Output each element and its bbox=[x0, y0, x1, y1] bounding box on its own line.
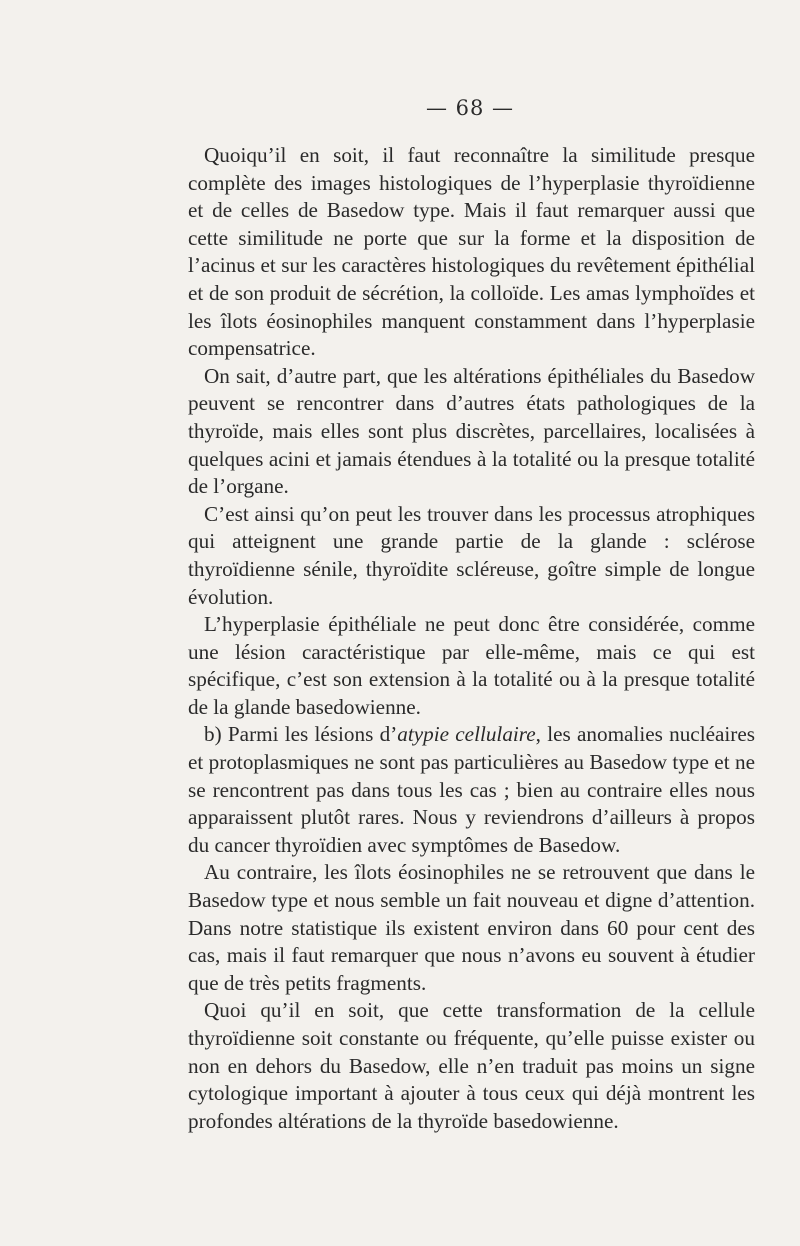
paragraph-5-emphasis: atypie cellulaire bbox=[397, 722, 536, 747]
paragraph-6: Au contraire, les îlots éosinophiles ne se retrouvent que dans le Basedow type et nous semble un fait nouveau et digne d’attention. Dans notre statistique ils existent environ dans 60 pour cent des cas, mais il faut remarquer que nous n’avons eu souvent à étudier que de très petits fragments. bbox=[188, 860, 755, 995]
body-text bbox=[188, 142, 755, 1135]
paragraph-1: Quoiqu’il en soit, il faut reconnaître la similitude presque complète des images histologiques de l’hyperplasie thyroïdienne et de celles de Basedow type. Mais il faut remarquer aussi que cette similitude ne porte que sur la forme et la disposition de l’acinus et sur les caractères histologiques du revêtement épithélial et de son produit de sécrétion, la colloïde. Les amas lymphoïdes et les îlots éosinophiles manquent constamment dans l’hyperplasie compensatrice. bbox=[188, 143, 755, 361]
paragraph-4: L’hyperplasie épithéliale ne peut donc être considérée, comme une lésion caractéristique par elle-même, mais ce qui est spécifique, c’est son extension à la totalité ou à la presque totalité de la glande basedowienne. bbox=[188, 612, 755, 719]
page-number: — 68 — bbox=[425, 96, 515, 120]
paragraph-5 bbox=[188, 721, 755, 859]
paragraph-5-prefix: b) Parmi les lésions d’ bbox=[204, 722, 398, 747]
paragraph-5-suffix: , les anomalies nucléaires et protoplasmiques ne sont pas particulières au Basedow type et ne se rencontrent pas dans tous les cas ; bien au contraire elles nous apparaissent plutôt rares. Nous y reviendrons d’ailleurs à propos du cancer thyroïdien avec symptômes de Basedow. bbox=[188, 722, 755, 857]
paragraph-7: Quoi qu’il en soit, que cette transformation de la cellule thyroïdienne soit constante ou fréquente, qu’elle puisse exister ou non en dehors du Basedow, elle n’en traduit pas moins un signe cytologique important à ajouter à tous ceux qui déjà montrent les profondes altérations de la thyroïde basedowienne. bbox=[188, 998, 755, 1133]
paragraph-2: On sait, d’autre part, que les altérations épithéliales du Basedow peuvent se rencontrer dans d’autres états pathologiques de la thyroïde, mais elles sont plus discrètes, parcellaires, localisées à quelques acini et jamais étendues à la totalité ou la presque totalité de l’organe. bbox=[188, 363, 755, 499]
paragraph-3: C’est ainsi qu’on peut les trouver dans les processus atrophiques qui atteignent une grande partie de la glande : sclérose thyroïdienne sénile, thyroïdite scléreuse, goître simple de longue évolution. bbox=[188, 501, 755, 609]
